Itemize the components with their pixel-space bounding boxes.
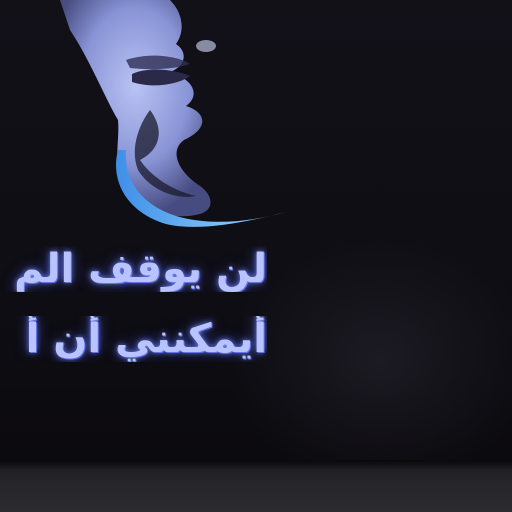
face-profile xyxy=(60,0,211,216)
face-silhouette xyxy=(0,0,300,240)
nose-highlight xyxy=(196,40,216,52)
subtitle-line-2: أيمكنني أن أ xyxy=(25,316,267,362)
subtitle-line-1: لن يوقف الم xyxy=(14,246,267,292)
tv-bezel-bottom xyxy=(0,460,512,512)
